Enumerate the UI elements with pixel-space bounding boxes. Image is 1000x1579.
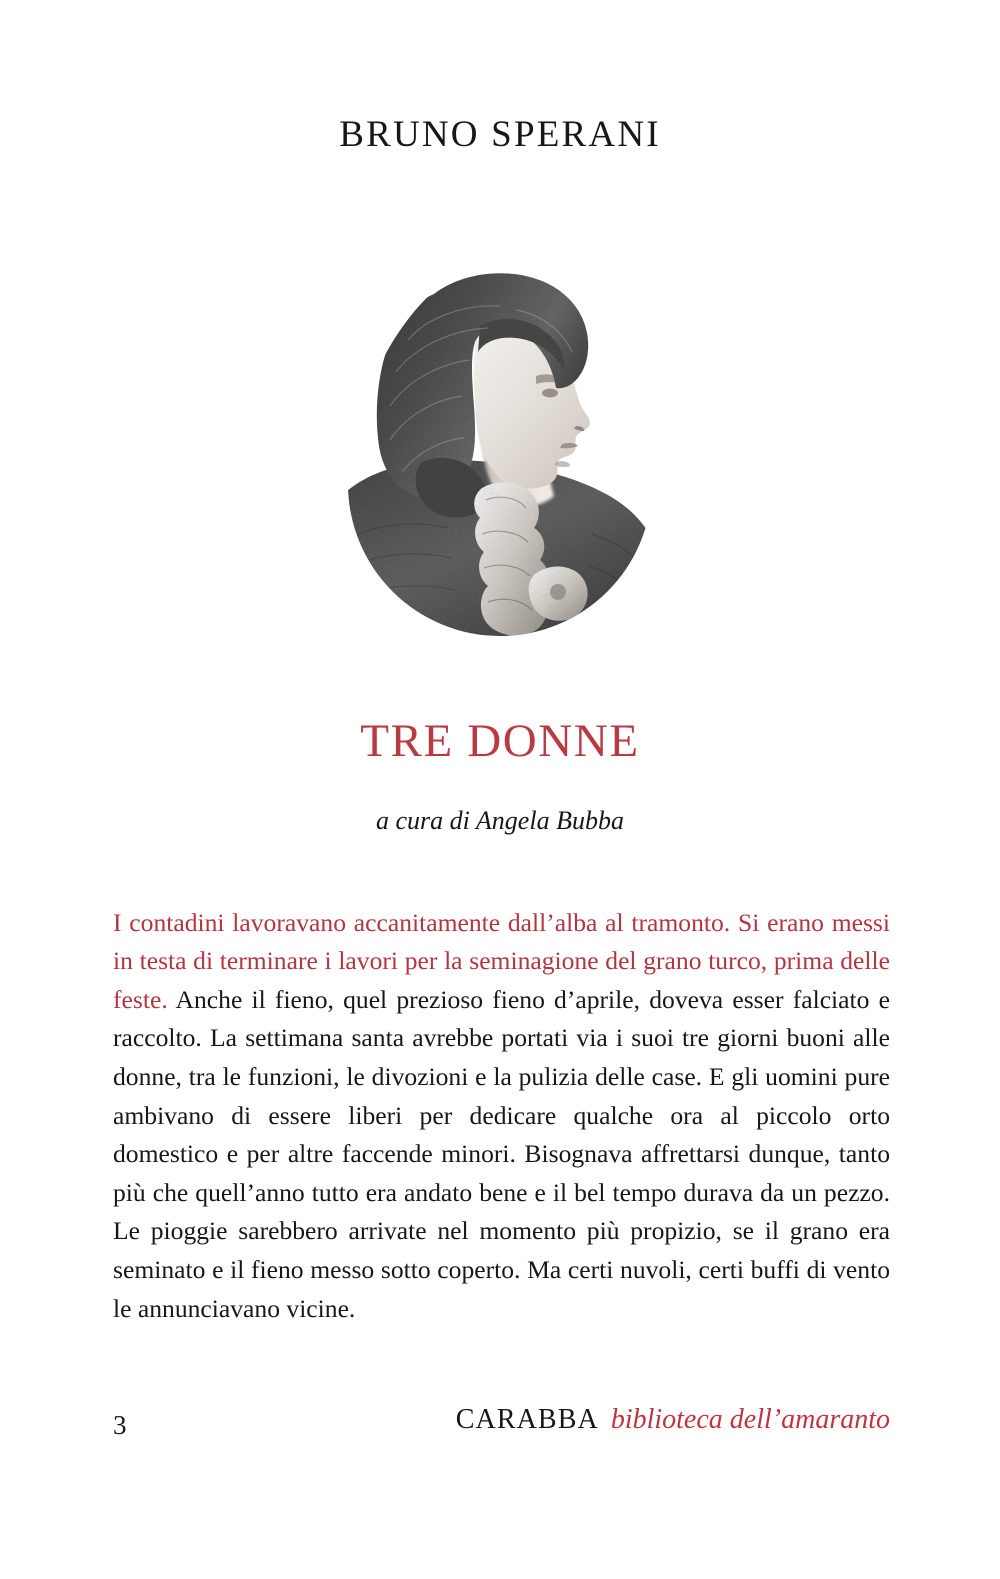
- series-name: biblioteca dell’amaranto: [610, 1404, 890, 1435]
- editor-credit: a cura di Angela Bubba: [376, 806, 624, 835]
- author-portrait: [330, 248, 670, 648]
- body-paragraph: [113, 904, 890, 1329]
- body-lead-sentence: I contadini lavoravano accanitamente dall’alba al tramonto. Si erano messi in testa di terminare i lavori per la seminagione del grano turco, prima delle feste.: [113, 907, 890, 1014]
- book-title: TRE DONNE: [360, 715, 640, 767]
- page-number: 3: [113, 1410, 127, 1440]
- portrait-illustration-svg: [330, 248, 670, 648]
- publisher-name: CARABBA: [455, 1404, 599, 1435]
- author-name: BRUNO SPERANI: [339, 114, 661, 155]
- publisher-imprint: [456, 1406, 890, 1434]
- body-rest-sentence: Anche il fieno, quel prezioso fieno d’aprile, doveva esser falciato e raccolto. La settimana santa avrebbe portati via i suoi tre giorni buoni alle donne, tra le funzioni, le divozioni e la pulizia delle case. E gli uomini pure ambivano di essere liberi per dedicare qualche ora al piccolo orto domestico e per altre faccende minori. Bisognava affrettarsi dunque, tanto più che quell’anno tutto era andato bene e il bel tempo durava da un pezzo. Le pioggie sarebbero arrivate nel momento più propizio, se il grano era seminato e il fieno messo sotto coperto. Ma certi nuvoli, certi buffi di vento le annunciavano vicine.: [113, 984, 890, 1323]
- page-footer: [113, 1406, 890, 1450]
